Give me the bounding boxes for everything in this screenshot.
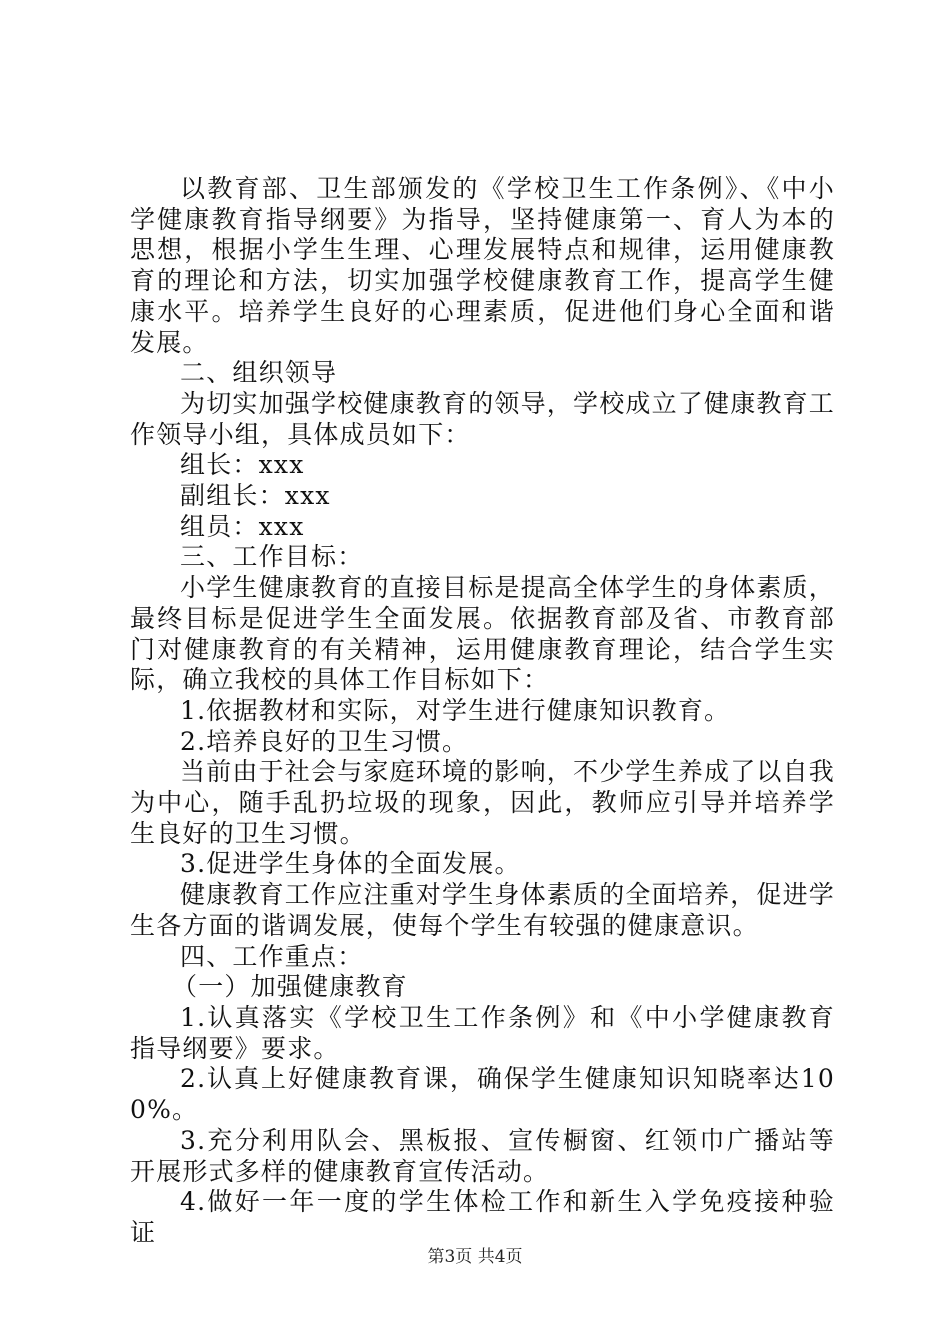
paragraph-physical: 健康教育工作应注重对学生身体素质的全面培养，促进学生各方面的谐调发展，使每个学生有较强的健康意识。: [130, 880, 836, 940]
focus-item-1: 1.认真落实《学校卫生工作条例》和《中小学健康教育指导纲要》要求。: [130, 1002, 835, 1063]
heading-focus: 四、工作重点：: [180, 941, 364, 971]
heading-organization: 二、组织领导: [180, 358, 338, 388]
goal-item-1: 1.依据教材和实际，对学生进行健康知识教育。: [180, 695, 731, 725]
document-body: [130, 174, 835, 1249]
member-deputy-leader: 副组长：xxx: [180, 481, 331, 511]
paragraph-habits: 当前由于社会与家庭环境的影响，不少学生养成了以自我为中心，随手乱扔垃圾的现象，因此，教师应引导并培养学生良好的卫生习惯。: [130, 757, 836, 848]
paragraph-goals: 小学生健康教育的直接目标是提高全体学生的身体素质，最终目标是促进学生全面发展。依据教育部及省、市教育部门对健康教育的有关精神，运用健康教育理论，结合学生实际，确立我校的具体工作目标如下：: [130, 573, 836, 695]
focus-item-3: 3.充分利用队会、黑板报、宣传橱窗、红领巾广播站等开展形式多样的健康教育宣传活动。: [130, 1125, 835, 1186]
goal-item-3: 3.促进学生身体的全面发展。: [180, 849, 521, 879]
goal-item-2: 2.培养良好的卫生习惯。: [180, 726, 469, 756]
paragraph-organization: 为切实加强学校健康教育的领导，学校成立了健康教育工作领导小组，具体成员如下：: [130, 388, 836, 449]
paragraph-intro: 以教育部、卫生部颁发的《学校卫生工作条例》、《中小学健康教育指导纲要》为指导，坚持健康第一、育人为本的思想，根据小学生生理、心理发展特点和规律，运用健康教育的理论和方法，切实加强学校健康教育工作，提高学生健康水平。培养学生良好的心理素质，促进他们身心全面和谐发展。: [130, 174, 835, 357]
member-leader: 组长：xxx: [180, 450, 305, 480]
focus-item-4: 4.做好一年一度的学生体检工作和新生入学免疫接种验证: [130, 1187, 835, 1247]
heading-goals: 三、工作目标：: [180, 542, 364, 572]
member-members: 组员：xxx: [180, 511, 305, 541]
page-number-footer: 第3页 共4页: [427, 1247, 523, 1267]
subheading-strengthen: （一）加强健康教育: [172, 972, 408, 1002]
focus-item-2: 2.认真上好健康教育课，确保学生健康知识知晓率达100%。: [130, 1064, 835, 1125]
